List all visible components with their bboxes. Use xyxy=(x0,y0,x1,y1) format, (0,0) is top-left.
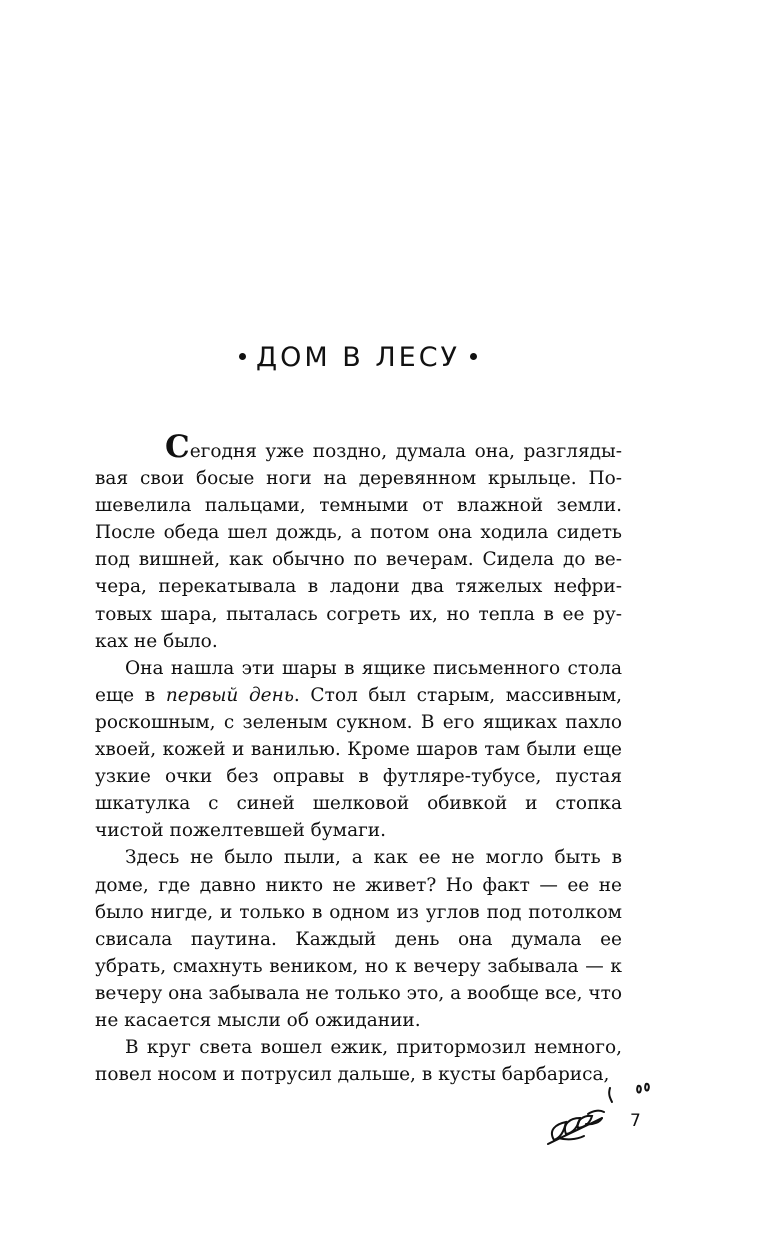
paragraph-1 xyxy=(95,429,622,655)
drop-cap: С xyxy=(165,429,190,465)
chapter-title-text: ДОМ В ЛЕСУ xyxy=(256,342,460,373)
chapter-title xyxy=(0,342,716,373)
bullet-dot-left xyxy=(239,353,246,360)
paragraph-4: В круг света вошел ежик, притормозил немного, повел носом и потрусил дальше, в кусты барбариса, xyxy=(95,1037,622,1086)
leaf-sprig-icon xyxy=(540,1078,660,1150)
bullet-dot-right xyxy=(470,353,477,360)
paragraph-2-text-start: Она нашла эти шары в ящике письменного стола еще в xyxy=(95,657,622,706)
paragraph-2-text-end: . Стол был старым, массивным, роскошным, с зеленым сукном. В его ящиках пахло хвоей, кожей и ванилью. Кроме шаров там были еще узкие очки без оправы в футляре-тубусе, пустая шкатулка с синей шелковой обивкой и стопка чистой пожелтевшей бумаги. xyxy=(95,684,622,842)
paragraph-1-text: егодня уже поздно, думала она, разглядывая свои босые ноги на деревянном крыльце. Пошевелила пальцами, темными от влажной земли. После обеда шел дождь, а потом она ходила сидеть под вишней, как обычно по вечерам. Сидела до вечера, перекатывала в ладони два тяжелых нефритовых шара, пыталась согреть их, но тепла в ее руках не было. xyxy=(95,441,622,652)
paragraph-2 xyxy=(95,655,622,845)
chapter-body xyxy=(95,429,622,1088)
page-number: 7 xyxy=(630,1111,641,1131)
paragraph-2-italic: первый день xyxy=(165,684,294,706)
paragraph-3: Здесь не было пыли, а как ее не могло быть в доме, где давно никто не живет? Но факт — ее не было нигде, и только в одном из углов под потолком свисала паутина. Каждый день она думала ее убрать, смахнуть веником, но к вечеру забывала — к вечеру она забывала не только это, а вообще все, что не касается мысли об ожидании. xyxy=(95,847,622,1031)
